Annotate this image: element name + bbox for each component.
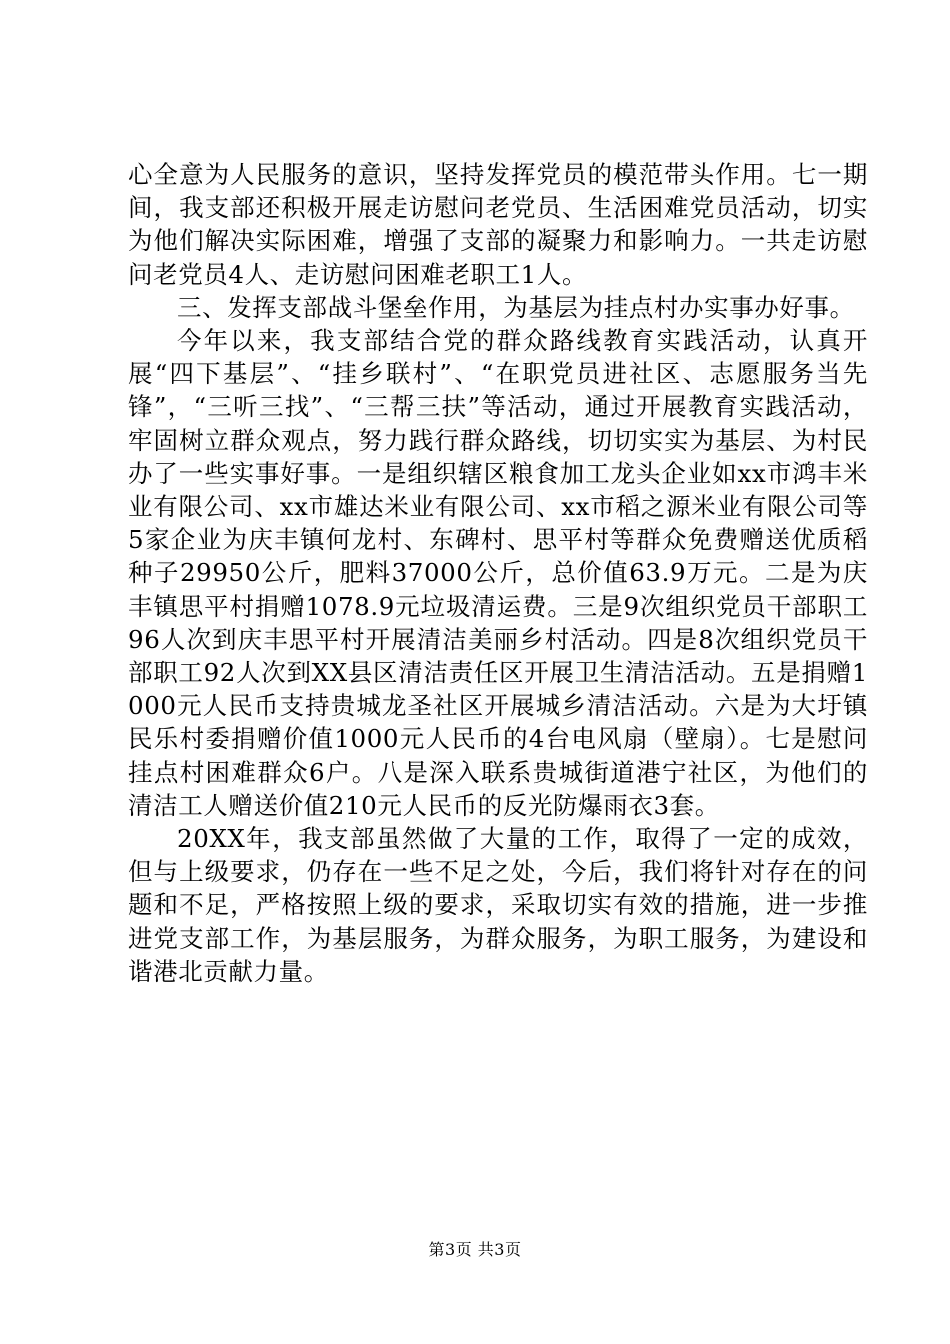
paragraph-1: 心全意为人民服务的意识，坚持发挥党员的模范带头作用。七一期间，我支部还积极开展走访慰问老党员、生活困难党员活动，切实为他们解决实际困难，增强了支部的凝聚力和影响力。一共走访慰问老党员4人、走访慰问困难老职工1人。 [128, 160, 868, 289]
section-heading-3: 三、发挥支部战斗堡垒作用，为基层为挂点村办实事办好事。 [177, 292, 855, 322]
paragraph-summary: 20XX年，我支部虽然做了大量的工作，取得了一定的成效，但与上级要求，仍存在一些不足之处，今后，我们将针对存在的问题和不足，严格按照上级的要求，采取切实有效的措施，进一步推进党支部工作，为基层服务，为群众服务，为职工服务，为建设和谐港北贡献力量。 [128, 824, 868, 986]
paragraph-activities: 今年以来，我支部结合党的群众路线教育实践活动，认真开展“四下基层”、“挂乡联村”、“在职党员进社区、志愿服务当先锋”，“三听三找”、“三帮三扶”等活动，通过开展教育实践活动，牢固树立群众观点，努力践行群众路线，切切实实为基层、为村民办了一些实事好事。一是组织辖区粮食加工龙头企业如xx市鸿丰米业有限公司、xx市雄达米业有限公司、xx市稻之源米业有限公司等5家企业为庆丰镇何龙村、东碑村、思平村等群众免费赠送优质稻种子29950公斤，肥料37000公斤，总价值63.9万元。二是为庆丰镇思平村捐赠1078.9元垃圾清运费。三是9次组织党员干部职工96人次到庆丰思平村开展清洁美丽乡村活动。四是8次组织党员干部职工92人次到XX县区清洁责任区开展卫生清洁活动。五是捐赠1000元人民币支持贵城龙圣社区开展城乡清洁活动。六是为大圩镇民乐村委捐赠价值1000元人民币的4台电风扇（壁扇）。七是慰问挂点村困难群众6户。八是深入联系贵城街道港宁社区，为他们的清洁工人赠送价值210元人民币的反光防爆雨衣3套。 [128, 326, 869, 820]
page-footer [0, 1240, 950, 1260]
document-body [128, 158, 868, 988]
page-number: 第3页 共3页 [428, 1240, 522, 1259]
